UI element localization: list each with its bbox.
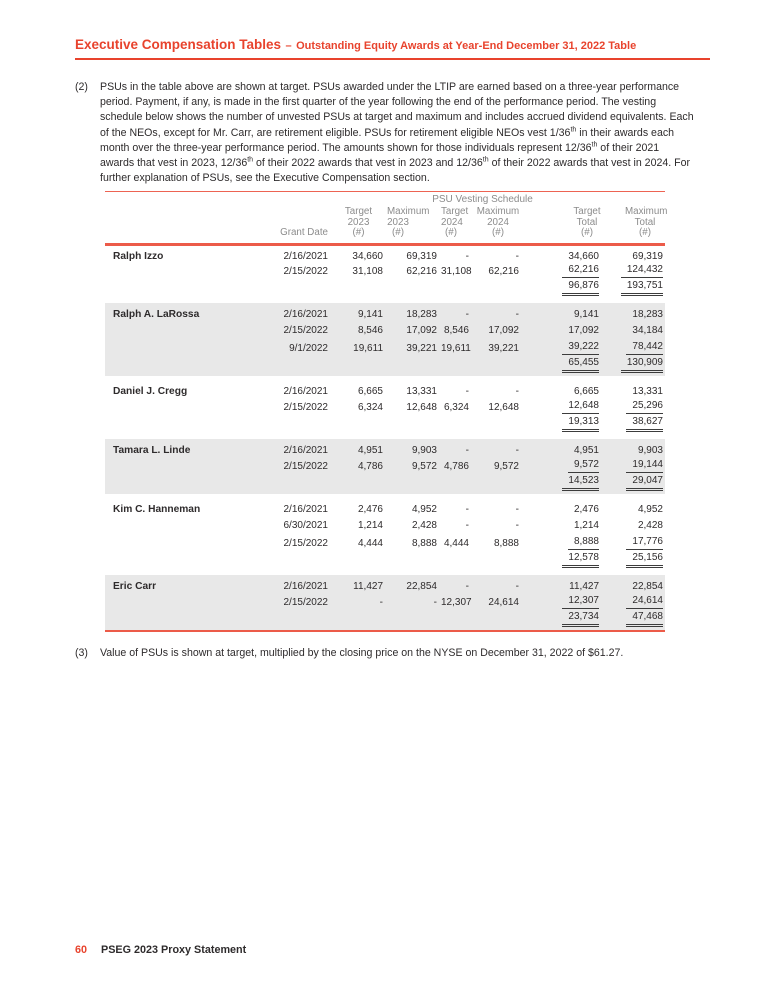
pre-total-value: 12,307	[562, 595, 599, 609]
executive-group	[105, 244, 665, 299]
value-cell: -	[515, 308, 519, 320]
value-cell: 17,092	[568, 324, 599, 336]
value-cell: 12,307	[441, 596, 472, 608]
empty-cell	[330, 475, 387, 494]
page-header	[75, 36, 710, 60]
col-header-maximum-2024: Maximum 2024 (#)	[476, 206, 520, 239]
empty-cell	[387, 280, 441, 299]
value-cell: -	[465, 580, 469, 592]
grant-date: 2/15/2022	[283, 460, 328, 472]
value-cell	[523, 262, 603, 280]
value-cell	[603, 398, 665, 416]
value-cell: 62,216	[488, 265, 519, 277]
grant-date: 9/1/2022	[289, 342, 328, 354]
value-cell: 8,888	[411, 537, 437, 549]
total-value: 19,313	[562, 416, 599, 432]
pre-total-value: 24,614	[626, 595, 663, 609]
total-value: 29,047	[626, 475, 663, 491]
empty-cell	[473, 552, 523, 571]
pre-total-value: 78,442	[626, 341, 663, 355]
value-cell: 22,854	[632, 580, 663, 592]
total-value-cell	[523, 475, 603, 494]
pre-total-value: 19,144	[626, 459, 663, 473]
grant-date: 2/16/2021	[283, 385, 328, 397]
value-cell: 8,546	[443, 324, 469, 336]
executive-name: Daniel J. Cregg	[113, 385, 188, 397]
value-cell: 39,221	[406, 342, 437, 354]
table-row	[105, 244, 665, 262]
empty-cell	[441, 280, 473, 299]
value-cell: 13,331	[406, 385, 437, 397]
empty-cell	[105, 593, 253, 611]
value-cell: 22,854	[406, 580, 437, 592]
pre-total-value: 39,222	[562, 341, 599, 355]
value-cell	[603, 534, 665, 552]
executive-group	[105, 380, 665, 435]
total-value-cell	[603, 611, 665, 630]
empty-cell	[105, 457, 253, 475]
value-cell: 2,428	[637, 519, 663, 531]
empty-cell	[330, 552, 387, 571]
footnote-3	[75, 646, 695, 661]
empty-cell	[387, 552, 441, 571]
value-cell	[523, 457, 603, 475]
value-cell: 34,660	[568, 250, 599, 262]
value-cell: 34,184	[632, 324, 663, 336]
total-value-cell	[523, 280, 603, 299]
value-cell: 2,476	[357, 503, 383, 515]
value-cell: 31,108	[352, 265, 383, 277]
table-row	[105, 534, 665, 552]
empty-cell	[441, 552, 473, 571]
value-cell: 4,952	[411, 503, 437, 515]
footnote-3-marker: (3)	[75, 647, 88, 660]
empty-cell	[253, 552, 330, 571]
value-cell	[523, 398, 603, 416]
total-value: 193,751	[621, 280, 663, 296]
value-cell: 1,214	[573, 519, 599, 531]
value-cell	[523, 534, 603, 552]
total-value: 38,627	[626, 416, 663, 432]
empty-cell	[441, 611, 473, 630]
executive-name: Eric Carr	[113, 580, 157, 592]
empty-cell	[387, 611, 441, 630]
table-title: PSU Vesting Schedule	[432, 194, 533, 206]
value-cell: -	[515, 444, 519, 456]
value-cell	[603, 262, 665, 280]
footnote-3-text: Value of PSUs is shown at target, multiplied by the closing price on the NYSE on December 31, 2022 of $61.27.	[100, 647, 624, 660]
executive-name: Tamara L. Linde	[113, 444, 191, 456]
total-value-cell	[523, 416, 603, 435]
col-header-name	[105, 207, 253, 244]
section-title: Executive Compensation Tables	[75, 37, 282, 52]
empty-cell	[473, 475, 523, 494]
empty-cell	[105, 398, 253, 416]
value-cell: 4,444	[357, 537, 383, 549]
table-row	[105, 593, 665, 611]
value-cell: 4,786	[357, 460, 383, 472]
value-cell: -	[379, 596, 383, 608]
col-header-target-2024: Target 2024 (#)	[441, 206, 469, 239]
pre-total-value: 25,296	[626, 400, 663, 414]
empty-cell	[473, 280, 523, 299]
empty-cell	[253, 357, 330, 376]
total-value: 65,455	[562, 357, 599, 373]
section-subtitle: Outstanding Equity Awards at Year-End December 31, 2022 Table	[296, 40, 637, 52]
total-row	[105, 552, 665, 571]
value-cell	[603, 339, 665, 357]
value-cell: 9,572	[411, 460, 437, 472]
pre-total-value: 12,648	[562, 400, 599, 414]
empty-cell	[105, 262, 253, 280]
value-cell: 2,428	[411, 519, 437, 531]
value-cell: 12,648	[488, 401, 519, 413]
value-cell: 9,903	[637, 444, 663, 456]
psu-table	[105, 206, 668, 630]
footnote-2-text: PSUs in the table above are shown at target. PSUs awarded under the LTIP are earned based on a three-year performance period. Payment, if any, is made in the first quarter of the year following the end of the performance period. The vesting schedule below shows the number of unvested PSUs at target and maximum and includes accrued dividend equivalents. Each of the NEOs, except for Mr. Carr, are retirement eligible. PSUs for retirement eligible NEOs vest 1/36th in their awards each month over the three-year performance period. The amounts shown for those individuals represent 12/36th of their 2021 awards that vest in 2023, 12/36th of their 2022 awards that vest in 2023 and 12/36th of their 2022 awards that vest in 2024. For further explanation of PSUs, see the Executive Compensation section.	[100, 81, 694, 185]
pre-total-value: 62,216	[562, 264, 599, 278]
table-row	[105, 262, 665, 280]
column-header-row	[105, 207, 665, 244]
footnote-2-marker: (2)	[75, 81, 88, 93]
table-row	[105, 398, 665, 416]
value-cell: 9,903	[411, 444, 437, 456]
grant-date: 2/16/2021	[283, 444, 328, 456]
value-cell: 19,611	[441, 342, 471, 354]
value-cell: 9,141	[357, 308, 383, 320]
total-value-cell	[603, 475, 665, 494]
value-cell: 6,324	[357, 401, 383, 413]
psu-vesting-table-area	[105, 191, 668, 632]
empty-cell	[105, 516, 253, 534]
value-cell: 18,283	[632, 308, 663, 320]
value-cell: 62,216	[406, 265, 437, 277]
empty-cell	[330, 416, 387, 435]
value-cell: 9,572	[493, 460, 519, 472]
total-row	[105, 611, 665, 630]
page-number: 60	[75, 944, 88, 956]
empty-cell	[105, 321, 253, 339]
total-value: 47,468	[626, 611, 663, 627]
empty-cell	[387, 357, 441, 376]
value-cell: 4,951	[573, 444, 599, 456]
value-cell: 8,546	[357, 324, 383, 336]
grant-date: 6/30/2021	[283, 519, 328, 531]
total-value-cell	[603, 416, 665, 435]
total-value: 130,909	[621, 357, 663, 373]
table-row	[105, 516, 665, 534]
empty-cell	[441, 357, 473, 376]
value-cell: 11,427	[353, 580, 383, 592]
footer-title: PSEG 2023 Proxy Statement	[101, 944, 247, 956]
footnote-2	[75, 80, 695, 186]
empty-cell	[105, 416, 253, 435]
empty-cell	[387, 475, 441, 494]
empty-cell	[387, 416, 441, 435]
total-row	[105, 475, 665, 494]
value-cell: -	[433, 596, 437, 608]
value-cell: 69,319	[632, 250, 663, 262]
empty-cell	[253, 475, 330, 494]
value-cell: 2,476	[573, 503, 599, 515]
value-cell: -	[465, 250, 469, 262]
empty-cell	[473, 357, 523, 376]
total-value: 25,156	[626, 552, 663, 568]
table-row	[105, 439, 665, 457]
grant-date: 2/16/2021	[283, 580, 328, 592]
grant-date: 2/15/2022	[283, 324, 328, 336]
grant-date: 2/15/2022	[283, 401, 328, 413]
executive-group	[105, 439, 665, 494]
empty-cell	[105, 339, 253, 357]
empty-cell	[105, 534, 253, 552]
col-header-target-total: Target Total (#)	[573, 206, 601, 239]
value-cell: 4,786	[443, 460, 469, 472]
value-cell: -	[465, 444, 469, 456]
value-cell: 31,108	[441, 265, 472, 277]
executive-name: Ralph Izzo	[113, 250, 164, 262]
table-row	[105, 457, 665, 475]
value-cell: 39,221	[488, 342, 519, 354]
table-row	[105, 575, 665, 593]
value-cell: -	[515, 503, 519, 515]
total-row	[105, 416, 665, 435]
value-cell	[523, 339, 603, 357]
value-cell	[603, 457, 665, 475]
empty-cell	[441, 416, 473, 435]
pre-total-value: 9,572	[568, 459, 599, 473]
value-cell: -	[515, 519, 519, 531]
empty-cell	[105, 280, 253, 299]
col-header-maximum-total: Maximum Total (#)	[625, 206, 668, 239]
section-title-separator: –	[285, 40, 292, 52]
total-value-cell	[603, 552, 665, 571]
grant-date: 2/16/2021	[283, 503, 328, 515]
empty-cell	[253, 611, 330, 630]
empty-cell	[105, 357, 253, 376]
value-cell: 6,665	[573, 385, 599, 397]
empty-cell	[105, 611, 253, 630]
page-footer	[75, 944, 246, 956]
pre-total-value: 124,432	[621, 264, 663, 278]
table-bottom-rule	[105, 630, 665, 632]
value-cell: 11,427	[569, 580, 599, 592]
total-row	[105, 357, 665, 376]
value-cell: -	[465, 519, 469, 531]
col-header-grant-date: Grant Date	[280, 227, 328, 239]
value-cell: 4,951	[357, 444, 383, 456]
pre-total-value: 17,776	[626, 536, 663, 550]
executive-group	[105, 498, 665, 571]
value-cell: 4,952	[637, 503, 663, 515]
value-cell: 24,614	[488, 596, 519, 608]
executive-name: Ralph A. LaRossa	[113, 308, 200, 320]
total-value-cell	[523, 357, 603, 376]
total-value: 14,523	[562, 475, 599, 491]
value-cell: -	[515, 385, 519, 397]
total-value: 96,876	[562, 280, 599, 296]
value-cell: 13,331	[632, 385, 663, 397]
table-row	[105, 498, 665, 516]
total-row	[105, 280, 665, 299]
value-cell: 69,319	[406, 250, 437, 262]
grant-date: 2/15/2022	[283, 537, 328, 549]
value-cell: 8,888	[493, 537, 519, 549]
col-header-target-2023: Target 2023 (#)	[344, 206, 373, 239]
value-cell: 9,141	[573, 308, 599, 320]
empty-cell	[330, 357, 387, 376]
executive-name: Kim C. Hanneman	[113, 503, 201, 515]
value-cell	[523, 593, 603, 611]
grant-date: 2/16/2021	[283, 308, 328, 320]
empty-cell	[253, 280, 330, 299]
table-row	[105, 321, 665, 339]
value-cell: 6,324	[443, 401, 469, 413]
grant-date: 2/15/2022	[283, 596, 328, 608]
pre-total-value: 8,888	[568, 536, 599, 550]
grant-date: 2/15/2022	[283, 265, 328, 277]
total-value: 12,578	[562, 552, 599, 568]
table-row	[105, 339, 665, 357]
total-value-cell	[603, 280, 665, 299]
value-cell: 4,444	[443, 537, 469, 549]
value-cell: 17,092	[488, 324, 519, 336]
empty-cell	[330, 611, 387, 630]
value-cell: -	[465, 503, 469, 515]
value-cell: -	[515, 580, 519, 592]
executive-group	[105, 303, 665, 376]
grant-date: 2/16/2021	[283, 250, 328, 262]
value-cell: 18,283	[406, 308, 437, 320]
value-cell: 17,092	[406, 324, 437, 336]
col-header-maximum-2023: Maximum 2023 (#)	[387, 206, 430, 239]
total-value: 23,734	[562, 611, 599, 627]
empty-cell	[441, 475, 473, 494]
value-cell: 34,660	[352, 250, 383, 262]
empty-cell	[473, 611, 523, 630]
empty-cell	[105, 552, 253, 571]
total-value-cell	[603, 357, 665, 376]
total-value-cell	[523, 552, 603, 571]
value-cell: 1,214	[357, 519, 383, 531]
empty-cell	[330, 280, 387, 299]
value-cell	[603, 593, 665, 611]
empty-cell	[253, 416, 330, 435]
table-row	[105, 380, 665, 398]
executive-group	[105, 575, 665, 630]
value-cell: 19,611	[353, 342, 383, 354]
value-cell: -	[465, 308, 469, 320]
value-cell: -	[465, 385, 469, 397]
table-row	[105, 303, 665, 321]
value-cell: 12,648	[406, 401, 437, 413]
value-cell: 6,665	[357, 385, 383, 397]
value-cell: -	[515, 250, 519, 262]
total-value-cell	[523, 611, 603, 630]
empty-cell	[105, 475, 253, 494]
empty-cell	[473, 416, 523, 435]
